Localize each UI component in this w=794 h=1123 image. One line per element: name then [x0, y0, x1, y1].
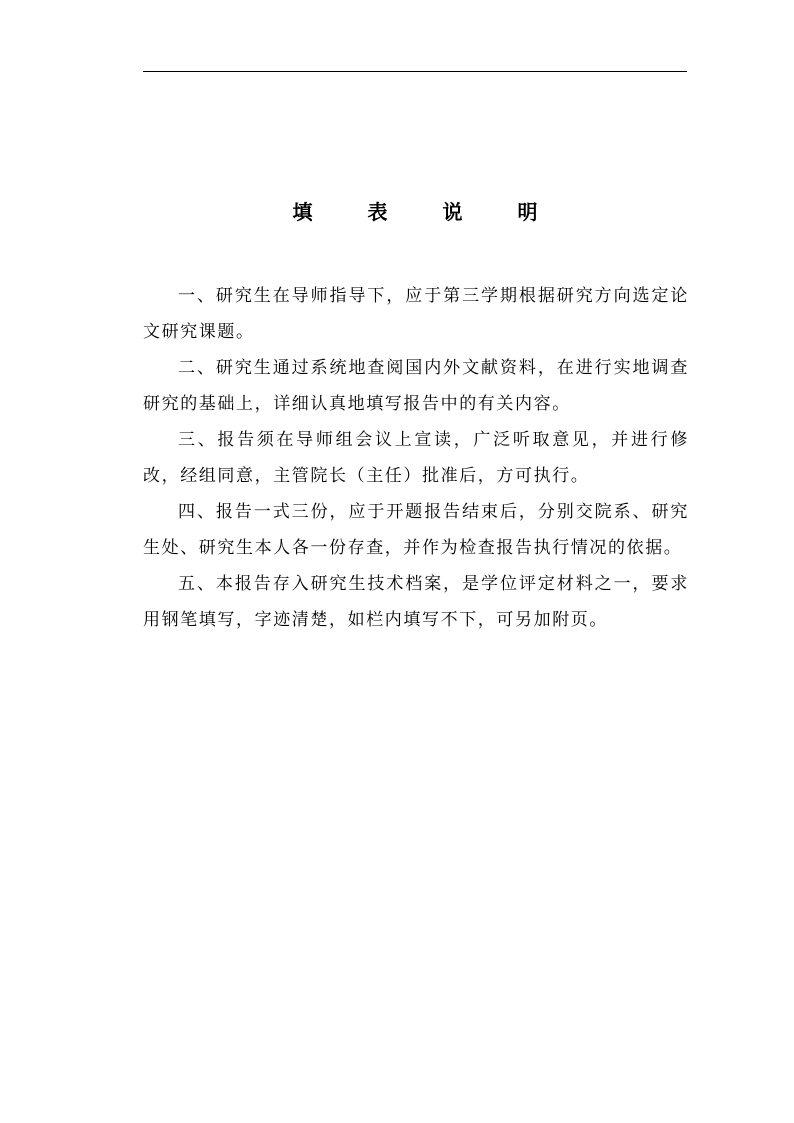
instructions-body: [143, 278, 689, 638]
title-char: 填: [292, 200, 313, 224]
instruction-item-3: 三、报告须在导师组会议上宣读，广泛听取意见，并进行修改，经组同意，主管院长（主任）批准后，方可执行。: [143, 430, 689, 486]
page-title: [143, 198, 687, 226]
title-char: 表: [367, 200, 388, 224]
instruction-item-4: 四、报告一式三份，应于开题报告结束后，分别交院系、研究生处、研究生本人各一份存查，并作为检查报告执行情况的依据。: [143, 502, 689, 558]
instruction-item-2: 二、研究生通过系统地查阅国内外文献资料，在进行实地调查研究的基础上，详细认真地填写报告中的有关内容。: [143, 358, 689, 414]
header-rule: [143, 71, 687, 72]
instruction-item-5: 五、本报告存入研究生技术档案，是学位评定材料之一，要求用钢笔填写，字迹清楚，如栏内填写不下，可另加附页。: [143, 574, 689, 630]
title-char: 明: [517, 200, 538, 224]
title-char: 说: [442, 200, 463, 224]
instruction-item-1: 一、研究生在导师指导下，应于第三学期根据研究方向选定论文研究课题。: [143, 286, 689, 342]
